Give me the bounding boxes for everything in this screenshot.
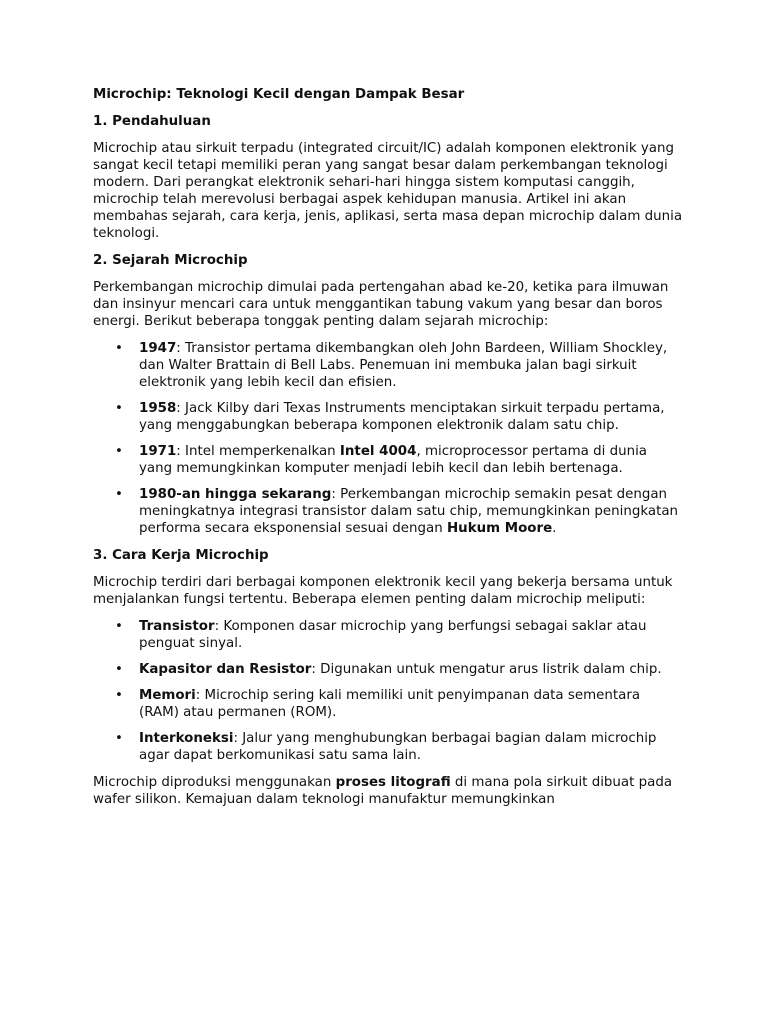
list-item-text: : Microchip sering kali memiliki unit penyimpanan data sementara (RAM) atau permanen (ROM). [139,688,641,720]
list-item-emphasis: Hukum Moore [446,521,553,536]
list-item-term: 1947 [139,341,177,356]
closing-emphasis: proses litografi [335,775,451,790]
list-item-term: Transistor [139,619,215,634]
closing-text: Microchip diproduksi menggunakan [93,775,336,790]
list-item-text: : Intel memperkenalkan [176,444,340,459]
section-heading-sejarah: 2. Sejarah Microchip [93,253,248,268]
list-cara-kerja [93,618,683,764]
list-item-term: 1980-an hingga sekarang [139,487,332,502]
list-item [115,486,683,537]
list-item-term: Kapasitor dan Resistor [139,662,312,677]
list-item-term: Interkoneksi [139,731,234,746]
list-item [115,400,683,434]
bullet-icon: • [115,401,123,416]
bullet-icon: • [115,619,123,634]
bullet-icon: • [115,731,123,746]
paragraph-cara-kerja: Microchip terdiri dari berbagai komponen elektronik kecil yang bekerja bersama untuk menjalankan fungsi tertentu. Beberapa elemen penting dalam microchip meliputi: [93,575,673,607]
list-item-text: : Jack Kilby dari Texas Instruments menciptakan sirkuit terpadu pertama, yang menggabungkan beberapa komponen elektronik dalam satu chip. [139,401,665,433]
list-item-text: : Digunakan untuk mengatur arus listrik dalam chip. [311,662,662,677]
list-item [115,618,683,652]
section-heading-cara-kerja: 3. Cara Kerja Microchip [93,548,269,563]
paragraph-sejarah: Perkembangan microchip dimulai pada pertengahan abad ke-20, ketika para ilmuwan dan insinyur mencari cara untuk menggantikan tabung vakum yang besar dan boros energi. Berikut beberapa tonggak penting dalam sejarah microchip: [93,280,669,329]
list-item-text: : Jalur yang menghubungkan berbagai bagian dalam microchip agar dapat berkomunikasi satu sama lain. [139,731,657,763]
list-item [115,730,683,764]
list-item-text: . [552,521,557,536]
document-title: Microchip: Teknologi Kecil dengan Dampak Besar [93,87,465,102]
list-item-term: 1958 [139,401,177,416]
bullet-icon: • [115,662,123,677]
list-item [115,687,683,721]
list-item [115,340,683,391]
list-item-text: : Transistor pertama dikembangkan oleh John Bardeen, William Shockley, dan Walter Brattain di Bell Labs. Penemuan ini membuka jalan bagi sirkuit elektronik yang lebih kecil dan efisien. [139,341,668,390]
section-heading-pendahuluan: 1. Pendahuluan [93,114,211,129]
document-page [93,86,683,818]
list-item-term: Memori [139,688,196,703]
closing-text: di mana pola sirkuit dibuat pada wafer silikon. Kemajuan dalam teknologi manufaktur memungkinkan [93,775,673,807]
list-item-text: , microprocessor pertama di dunia yang memungkinkan komputer menjadi lebih kecil dan lebih bertenaga. [139,444,647,476]
list-item [115,661,683,678]
bullet-icon: • [115,487,123,502]
paragraph-closing [93,774,683,808]
bullet-icon: • [115,341,123,356]
list-item-text: : Perkembangan microchip semakin pesat dengan meningkatnya integrasi transistor dalam satu chip, memungkinkan peningkatan performa secara eksponensial sesuai dengan [139,487,679,536]
list-item-emphasis: Intel 4004 [339,444,417,459]
list-item-text: : Komponen dasar microchip yang berfungsi sebagai saklar atau penguat sinyal. [139,619,647,651]
bullet-icon: • [115,688,123,703]
list-item-term: 1971 [139,444,177,459]
bullet-icon: • [115,444,123,459]
list-sejarah [93,340,683,537]
list-item [115,443,683,477]
paragraph-pendahuluan: Microchip atau sirkuit terpadu (integrated circuit/IC) adalah komponen elektronik yang sangat kecil tetapi memiliki peran yang sangat besar dalam perkembangan teknologi modern. Dari perangkat elektronik sehari-hari hingga sistem komputasi canggih, microchip telah merevolusi berbagai aspek kehidupan manusia. Artikel ini akan membahas sejarah, cara kerja, jenis, aplikasi, serta masa depan microchip dalam dunia teknologi. [93,141,683,241]
